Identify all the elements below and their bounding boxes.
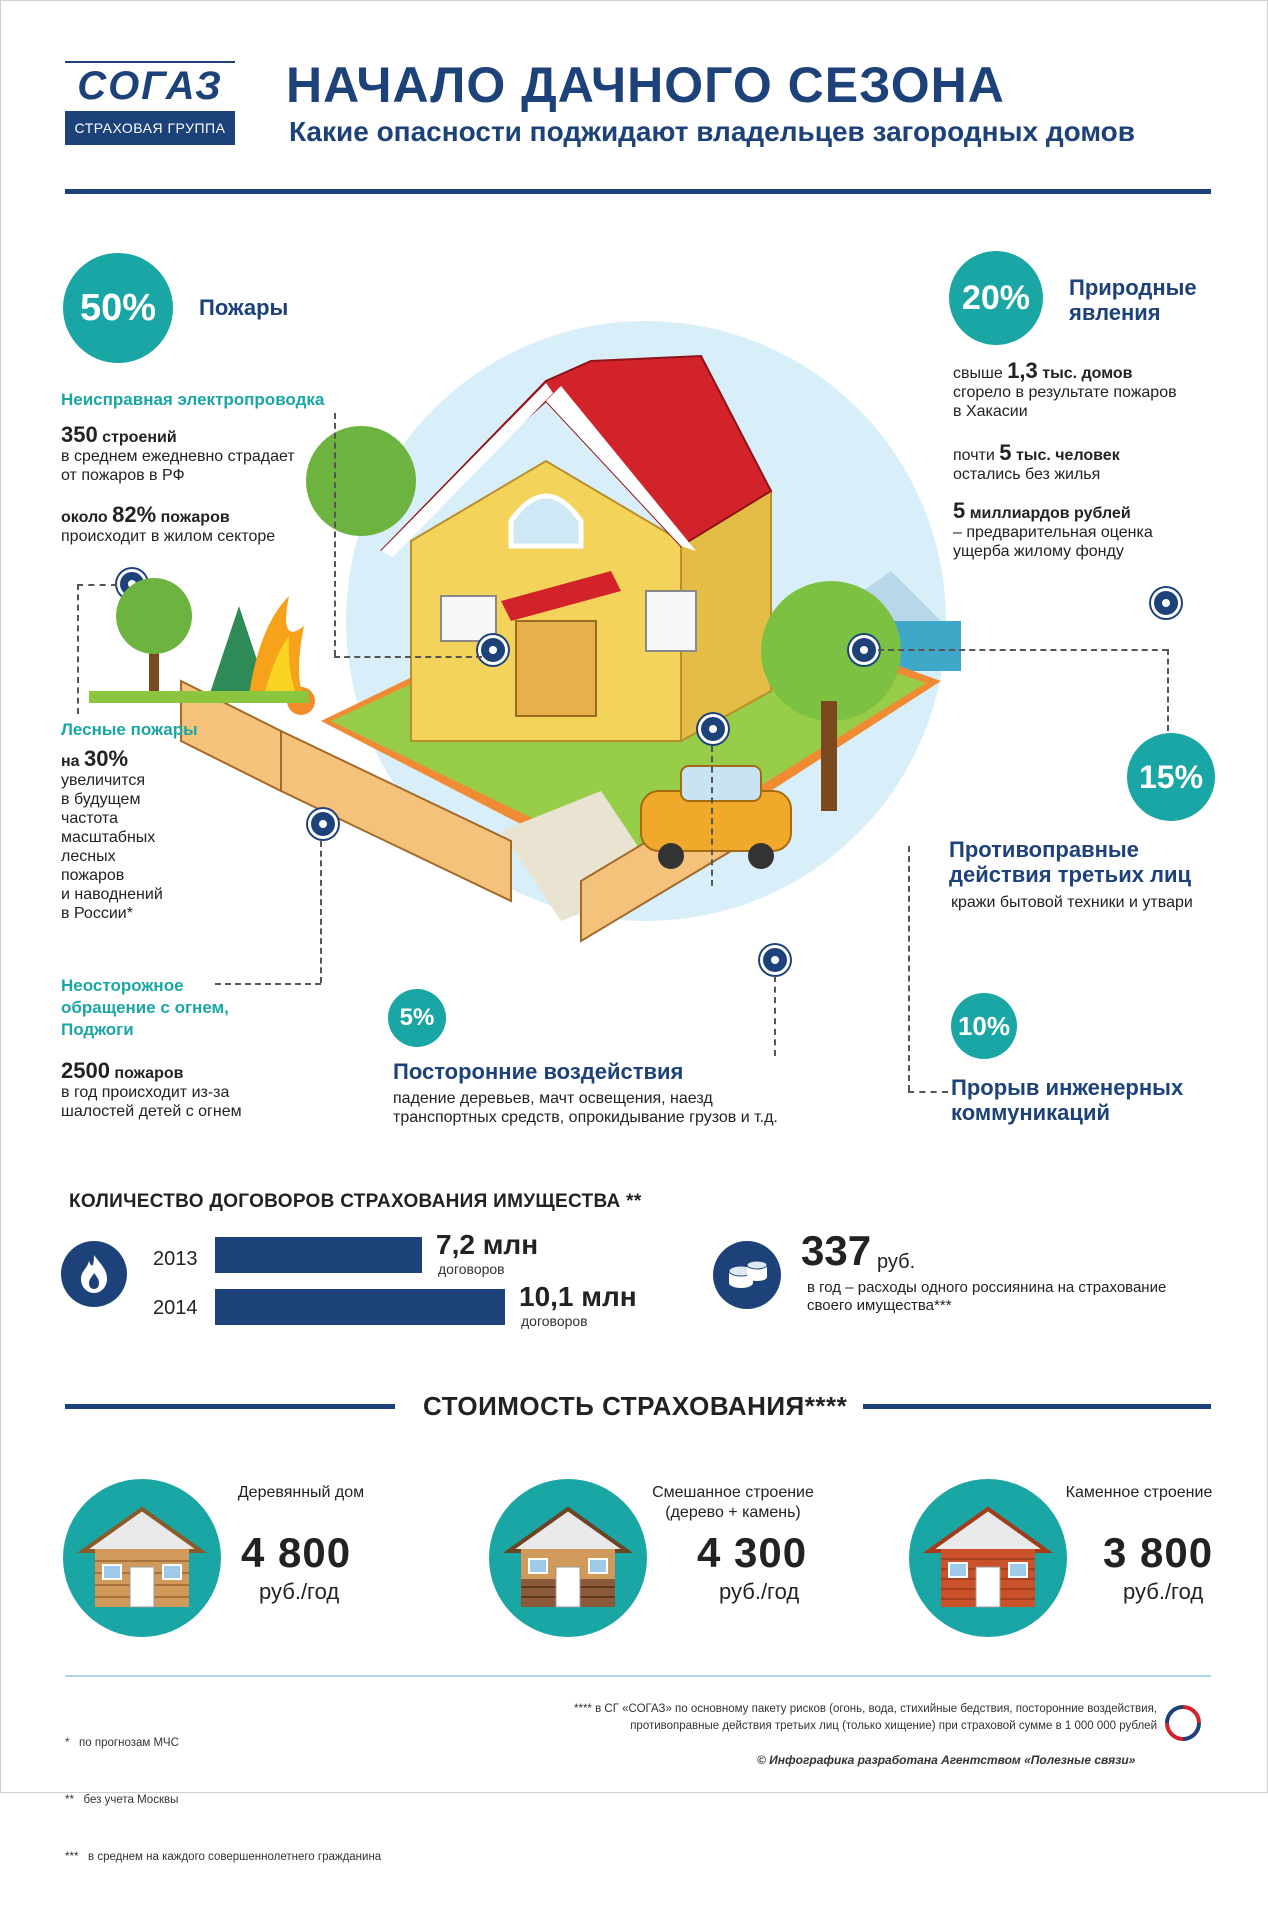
forest-fire-illustration	[89, 566, 309, 706]
nature-s3-num: 5	[953, 498, 966, 523]
nature-s2-word: тыс. человек	[1015, 447, 1120, 464]
nature-s2-num: 5	[999, 440, 1012, 465]
wooden-house-icon	[63, 1479, 221, 1637]
footer-divider	[65, 1675, 1211, 1677]
careless-num: 2500	[61, 1058, 110, 1083]
stone-house-per: руб./год	[1123, 1579, 1204, 1604]
forest-line-0: увеличится	[61, 772, 146, 789]
left-window	[441, 596, 496, 641]
spend-value: 337	[801, 1227, 872, 1274]
marker-utilities	[698, 714, 728, 744]
fires-title: Пожары	[199, 295, 289, 320]
cost-title: СТОИМОСТЬ СТРАХОВАНИЯ****	[423, 1391, 848, 1421]
connector-third-h	[878, 649, 1168, 651]
coins-icon	[713, 1241, 781, 1309]
wiring-stat-1	[61, 422, 341, 485]
connector-utilities-h	[908, 1091, 948, 1093]
stone-house-icon	[909, 1479, 1067, 1637]
forest-line-5: пожаров	[61, 867, 125, 884]
agency-logo-icon	[1163, 1703, 1203, 1747]
nature-title	[1069, 275, 1197, 325]
nature-stat-3	[953, 498, 1233, 561]
nature-s1-l2: в Хакасии	[953, 403, 1028, 420]
footnote-2: ** без учета Москвы	[65, 1794, 179, 1806]
right-window	[646, 591, 696, 651]
utilities-percent: 10%	[951, 993, 1017, 1059]
house-illustration	[301, 321, 961, 1041]
forest-title: Лесные пожары	[61, 720, 198, 739]
footnote-4-l2: противоправные действия третьих лиц (только хищение) при страховой сумме в 1 000 000 рублей	[630, 1720, 1157, 1732]
tree-trunk	[821, 701, 837, 811]
nature-s1-word: тыс. домов	[1042, 365, 1133, 382]
connector-third	[1167, 649, 1169, 731]
logo-subtitle: СТРАХОВАЯ ГРУППА	[65, 111, 235, 145]
page-subtitle: Какие опасности поджидают владельцев загородных домов	[289, 116, 1136, 147]
connector-careless	[320, 841, 322, 983]
mixed-house-type-l1: Смешанное строение	[652, 1484, 814, 1501]
marker-nature	[849, 635, 879, 665]
mixed-house-type	[633, 1483, 833, 1523]
page-title: НАЧАЛО ДАЧНОГО СЕЗОНА	[286, 57, 1005, 113]
wiring-stat-1-l1: в среднем ежедневно страдает	[61, 448, 295, 465]
wooden-house-price: 4 800	[241, 1529, 352, 1576]
footnotes-left	[65, 1696, 381, 1905]
wiring-stat-2-pre: около	[61, 509, 108, 526]
wiring-stat-2	[61, 502, 351, 546]
header-divider	[65, 189, 1211, 194]
nature-s1-pre: свыше	[953, 365, 1003, 382]
careless-t1: в год происходит из-за	[61, 1084, 230, 1101]
spend-text	[807, 1279, 1227, 1315]
wooden-house-type	[201, 1483, 401, 1503]
careless-l2: обращение с огнем,	[61, 998, 229, 1017]
mixed-house-type-l2: (дерево + камень)	[665, 1504, 801, 1521]
nature-title-l1: Природные	[1069, 275, 1197, 300]
external-l1: падение деревьев, мачт освещения, наезд	[393, 1090, 713, 1107]
fires-percent: 50%	[63, 253, 173, 363]
wooden-house-circle	[63, 1479, 221, 1637]
wiring-stat-1-l2: от пожаров в РФ	[61, 467, 185, 484]
nature-stat-1	[953, 358, 1233, 421]
careless-stat	[61, 1058, 341, 1121]
mixed-house-price: 4 300	[697, 1529, 808, 1576]
third-party-text: кражи бытовой техники и утвари	[951, 894, 1193, 911]
spend-l2: своего имущества***	[807, 1297, 952, 1314]
careless-word: пожаров	[114, 1065, 184, 1082]
forest-pre: на	[61, 753, 80, 770]
connector-utilities-right	[908, 846, 910, 1091]
mixed-house-circle	[489, 1479, 647, 1637]
connector-external	[774, 976, 776, 1056]
wiring-stat-2-l1: происходит в жилом секторе	[61, 528, 276, 545]
forest-line-4: лесных	[61, 848, 116, 865]
stone-house-type	[1049, 1483, 1229, 1503]
connector-forest	[77, 584, 79, 714]
stone-house-price: 3 800	[1103, 1529, 1214, 1576]
connector-careless-h	[215, 983, 321, 985]
nature-s3-l1: – предварительная оценка	[953, 524, 1153, 541]
marker-nature-right	[1151, 588, 1181, 618]
marker-wiring	[478, 635, 508, 665]
utilities-title-l1: Прорыв инженерных	[951, 1075, 1184, 1100]
connector-wiring-h	[334, 656, 482, 658]
porch	[516, 621, 596, 716]
external-percent: 5%	[388, 989, 446, 1047]
wiring-stat-1-num: 350	[61, 422, 98, 447]
third-party-title-l2: действия третьих лиц	[949, 862, 1192, 887]
fire-icon	[61, 1241, 127, 1307]
third-party-percent: 15%	[1127, 733, 1215, 821]
nature-title-l2: явления	[1069, 300, 1161, 325]
wooden-house-type-l1: Деревянный дом	[237, 1484, 365, 1501]
marker-careless	[308, 809, 338, 839]
nature-s3-l2: ущерба жилому фонду	[953, 543, 1124, 560]
forest-num: 30%	[84, 746, 129, 771]
careless-l1: Неосторожное	[61, 976, 184, 995]
wiring-stat-1-word: строений	[102, 429, 177, 446]
contracts-year-2014: 2014	[153, 1297, 198, 1319]
contracts-bar-2013	[215, 1237, 422, 1273]
external-l2: транспортных средств, опрокидывание грузов и т.д.	[393, 1109, 778, 1126]
sogaz-logo	[65, 61, 235, 145]
cost-divider-right	[863, 1404, 1211, 1409]
mixed-house-icon	[489, 1479, 647, 1637]
nature-s1-l1: сгорело в результате пожаров	[953, 384, 1177, 401]
utilities-title	[951, 1075, 1183, 1125]
wooden-house-per: руб./год	[259, 1579, 340, 1604]
contracts-year-2013: 2013	[153, 1248, 198, 1270]
contracts-bar-2014	[215, 1289, 505, 1325]
connector-utilities	[711, 746, 713, 886]
mixed-house-per: руб./год	[719, 1579, 800, 1604]
copyright: © Инфографика разработана Агентством «Полезные связи»	[757, 1753, 1136, 1767]
logo-name: СОГАЗ	[65, 61, 235, 107]
forest-line-7: в России*	[61, 905, 133, 922]
spend-l1: в год – расходы одного россиянина на страхование	[807, 1279, 1167, 1296]
forest-line-2: частота	[61, 810, 118, 827]
contracts-title: КОЛИЧЕСТВО ДОГОВОРОВ СТРАХОВАНИЯ ИМУЩЕСТВА **	[69, 1191, 642, 1212]
footnote-3: *** в среднем на каждого совершеннолетнего гражданина	[65, 1851, 382, 1863]
third-party-title-l1: Противоправные	[949, 837, 1139, 862]
wiring-title: Неисправная электропроводка	[61, 390, 325, 409]
nature-s1-num: 1,3	[1007, 358, 1038, 383]
contracts-value-2014: 10,1 млн	[519, 1281, 637, 1312]
contracts-value-2013: 7,2 млн	[436, 1229, 539, 1260]
stone-house-circle	[909, 1479, 1067, 1637]
contracts-unit-2013: договоров	[438, 1261, 505, 1277]
forest-line-1: в будущем	[61, 791, 141, 808]
careless-title	[61, 975, 229, 1041]
forest-line-6: и наводнений	[61, 886, 163, 903]
nature-stat-2	[953, 440, 1233, 484]
external-title: Посторонние воздействия	[393, 1059, 684, 1084]
cost-divider-left	[65, 1404, 395, 1409]
spend-unit: руб.	[877, 1251, 916, 1273]
nature-s2-l1: остались без жилья	[953, 466, 1101, 483]
footnote-1: * по прогнозам МЧС	[65, 1737, 179, 1749]
wiring-stat-2-word: пожаров	[160, 509, 230, 526]
wiring-stat-2-num: 82%	[112, 502, 157, 527]
external-text	[393, 1089, 853, 1127]
third-party-title	[949, 837, 1191, 887]
utilities-title-l2: коммуникаций	[951, 1100, 1110, 1125]
careless-l3: Поджоги	[61, 1020, 134, 1039]
nature-percent: 20%	[949, 251, 1043, 345]
footnote-4-l1: **** в СГ «СОГАЗ» по основному пакету рисков (огонь, вода, стихийные бедствия, посторонние воздействия,	[574, 1703, 1157, 1715]
forest-stat	[61, 746, 181, 923]
marker-external	[760, 945, 790, 975]
careless-t2: шалостей детей с огнем	[61, 1103, 242, 1120]
contracts-unit-2014: договоров	[521, 1313, 588, 1329]
forest-line-3: масштабных	[61, 829, 156, 846]
nature-s2-pre: почти	[953, 447, 995, 464]
stone-house-type-l1: Каменное строение	[1065, 1484, 1213, 1501]
nature-s3-word: миллиардов рублей	[969, 505, 1131, 522]
footnote-4	[497, 1701, 1157, 1735]
tree-right	[761, 581, 901, 721]
